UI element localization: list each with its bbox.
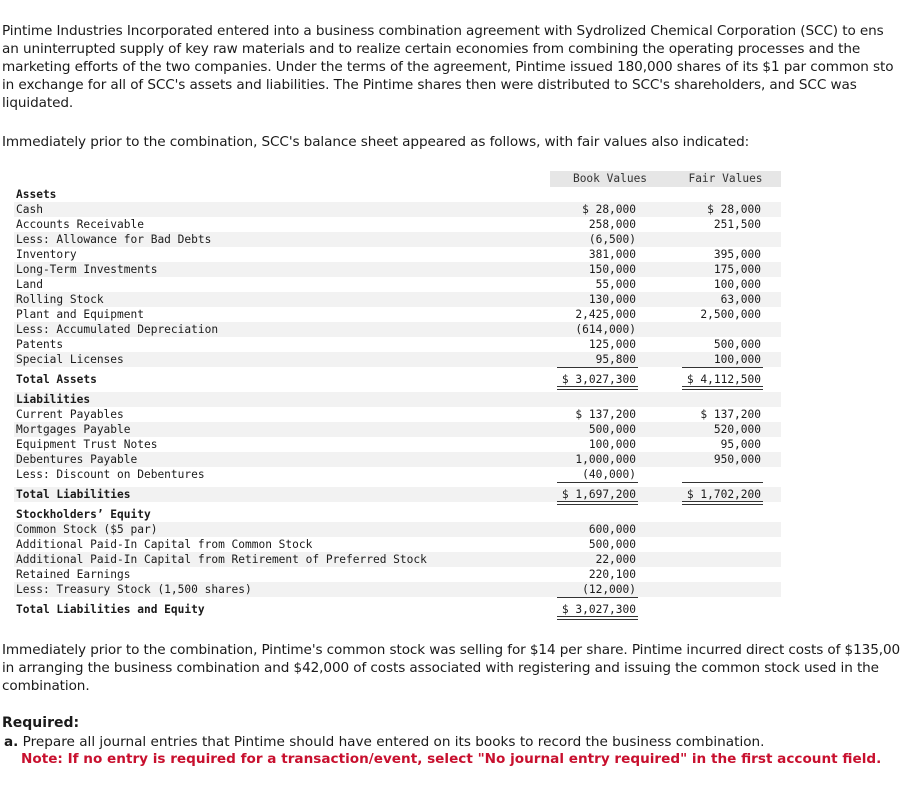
row-label: Additional Paid-In Capital from Retirement of Preferred Stock [16, 553, 427, 566]
book-value: 500,000 [588, 423, 636, 436]
fair-value: 95,000 [720, 438, 761, 451]
table-row [14, 292, 781, 307]
table-row [14, 322, 781, 337]
book-value: 381,000 [588, 248, 636, 261]
book-value: 500,000 [588, 538, 636, 551]
required-heading: Required: [2, 715, 80, 731]
after-line: Immediately prior to the combination, Pintime's common stock was selling for $14 per share. Pintime incurred direct costs of $135,00 [2, 642, 901, 658]
book-value: (12,000) [582, 583, 636, 596]
row-label: Long-Term Investments [16, 263, 158, 276]
book-value: $ 3,027,300 [561, 373, 636, 386]
table-row [14, 437, 781, 452]
required-note: Note: If no entry is required for a transaction/event, select "No journal entry required" in the first account field. [21, 751, 882, 767]
fair-value: $ 4,112,500 [686, 373, 761, 386]
row-label: Less: Allowance for Bad Debts [16, 233, 212, 246]
row-label: Less: Discount on Debentures [16, 468, 205, 481]
fair-value: 500,000 [713, 338, 761, 351]
row-label: Less: Accumulated Depreciation [16, 323, 219, 336]
post-table-paragraph [2, 641, 900, 695]
table-row [14, 552, 781, 567]
table-row [14, 277, 781, 292]
row-label: Less: Treasury Stock (1,500 shares) [16, 583, 252, 596]
fair-value: 251,500 [713, 218, 761, 231]
row-label: Equipment Trust Notes [16, 438, 158, 451]
table-header [14, 171, 781, 187]
table-row [14, 337, 781, 352]
header-fair-values: Fair Values [670, 171, 781, 187]
table-row [14, 352, 781, 367]
book-value: 95,800 [595, 353, 636, 366]
row-label: Plant and Equipment [16, 308, 144, 321]
table-row [14, 507, 781, 522]
after-line: in arranging the business combination and $42,000 of costs associated with registering and issuing the common stock used in the [2, 660, 879, 676]
fair-value: $ 1,702,200 [686, 488, 761, 501]
table-row [14, 262, 781, 277]
total-rule [682, 501, 763, 505]
table-row [14, 392, 781, 407]
book-value: (614,000) [575, 323, 636, 336]
row-label: Assets [16, 188, 57, 201]
table-row [14, 602, 781, 617]
book-value: 22,000 [595, 553, 636, 566]
row-label: Total Liabilities [16, 488, 131, 501]
after-line: combination. [2, 678, 90, 694]
intro-line: Pintime Industries Incorporated entered into a business combination agreement with Sydrolized Chemical Corporation (SCC) to ens [2, 23, 884, 39]
row-label: Debentures Payable [16, 453, 138, 466]
row-label: Inventory [16, 248, 77, 261]
table-row [14, 582, 781, 597]
book-value: 150,000 [588, 263, 636, 276]
book-value: 55,000 [595, 278, 636, 291]
table-row [14, 202, 781, 217]
row-label: Retained Earnings [16, 568, 131, 581]
total-rule [557, 482, 638, 483]
book-value: 1,000,000 [575, 453, 636, 466]
table-row [14, 487, 781, 502]
row-label: Rolling Stock [16, 293, 104, 306]
fair-value: 100,000 [713, 353, 761, 366]
row-label: Total Assets [16, 373, 97, 386]
row-label: Land [16, 278, 43, 291]
row-label: Total Liabilities and Equity [16, 603, 205, 616]
total-rule [557, 386, 638, 390]
fair-value: 950,000 [713, 453, 761, 466]
book-value: (6,500) [588, 233, 636, 246]
row-label: Cash [16, 203, 43, 216]
intro-line: marketing efforts of the two companies. Under the terms of the agreement, Pintime issued 180,000 shares of its $1 par common sto [2, 59, 894, 75]
table-row [14, 422, 781, 437]
row-label: Accounts Receivable [16, 218, 144, 231]
book-value: $ 28,000 [582, 203, 636, 216]
row-label: Liabilities [16, 393, 91, 406]
fair-value: $ 137,200 [700, 408, 761, 421]
fair-value: 175,000 [713, 263, 761, 276]
book-value: 125,000 [588, 338, 636, 351]
total-rule [682, 367, 763, 368]
fair-value: 63,000 [720, 293, 761, 306]
table-row [14, 567, 781, 582]
header-blank [14, 171, 550, 187]
table-row [14, 232, 781, 247]
book-value: 258,000 [588, 218, 636, 231]
table-row [14, 247, 781, 262]
header-book-values: Book Values [550, 171, 670, 187]
total-rule [557, 367, 638, 368]
book-value: $ 3,027,300 [561, 603, 636, 616]
intro-line: liquidated. [2, 95, 74, 111]
fair-value: 395,000 [713, 248, 761, 261]
row-label: Additional Paid-In Capital from Common Stock [16, 538, 313, 551]
balance-sheet-intro: Immediately prior to the combination, SCC's balance sheet appeared as follows, with fair values also indicated: [2, 134, 750, 150]
table-row [14, 307, 781, 322]
total-rule [557, 597, 638, 598]
fair-value: 100,000 [713, 278, 761, 291]
total-rule [557, 501, 638, 505]
item-text: Prepare all journal entries that Pintime should have entered on its books to record the business combination. [18, 734, 765, 750]
book-value: 2,425,000 [575, 308, 636, 321]
table-row [14, 217, 781, 232]
book-value: 100,000 [588, 438, 636, 451]
intro-paragraph [2, 22, 893, 112]
row-label: Patents [16, 338, 64, 351]
table-row [14, 407, 781, 422]
fair-value: 520,000 [713, 423, 761, 436]
required-item-a [4, 734, 764, 750]
book-value: 130,000 [588, 293, 636, 306]
table-row [14, 187, 781, 202]
row-label: Current Payables [16, 408, 124, 421]
table-row [14, 372, 781, 387]
row-label: Common Stock ($5 par) [16, 523, 158, 536]
book-value: $ 137,200 [575, 408, 636, 421]
total-rule [682, 482, 763, 483]
row-label: Stockholders’ Equity [16, 508, 151, 521]
fair-value: 2,500,000 [700, 308, 761, 321]
fair-value: $ 28,000 [707, 203, 761, 216]
table-row [14, 452, 781, 467]
book-value: 220,100 [588, 568, 636, 581]
total-rule [682, 386, 763, 390]
book-value: $ 1,697,200 [561, 488, 636, 501]
item-letter: a. [4, 734, 19, 750]
table-row [14, 467, 781, 482]
row-label: Mortgages Payable [16, 423, 131, 436]
table-row [14, 537, 781, 552]
intro-line: in exchange for all of SCC's assets and liabilities. The Pintime shares then were distributed to SCC's shareholders, and SCC was [2, 77, 857, 93]
total-rule [557, 616, 638, 620]
book-value: (40,000) [582, 468, 636, 481]
intro-line: an uninterrupted supply of key raw materials and to realize certain economies from combining the operating processes and the [2, 41, 861, 57]
row-label: Special Licenses [16, 353, 124, 366]
table-row [14, 522, 781, 537]
book-value: 600,000 [588, 523, 636, 536]
